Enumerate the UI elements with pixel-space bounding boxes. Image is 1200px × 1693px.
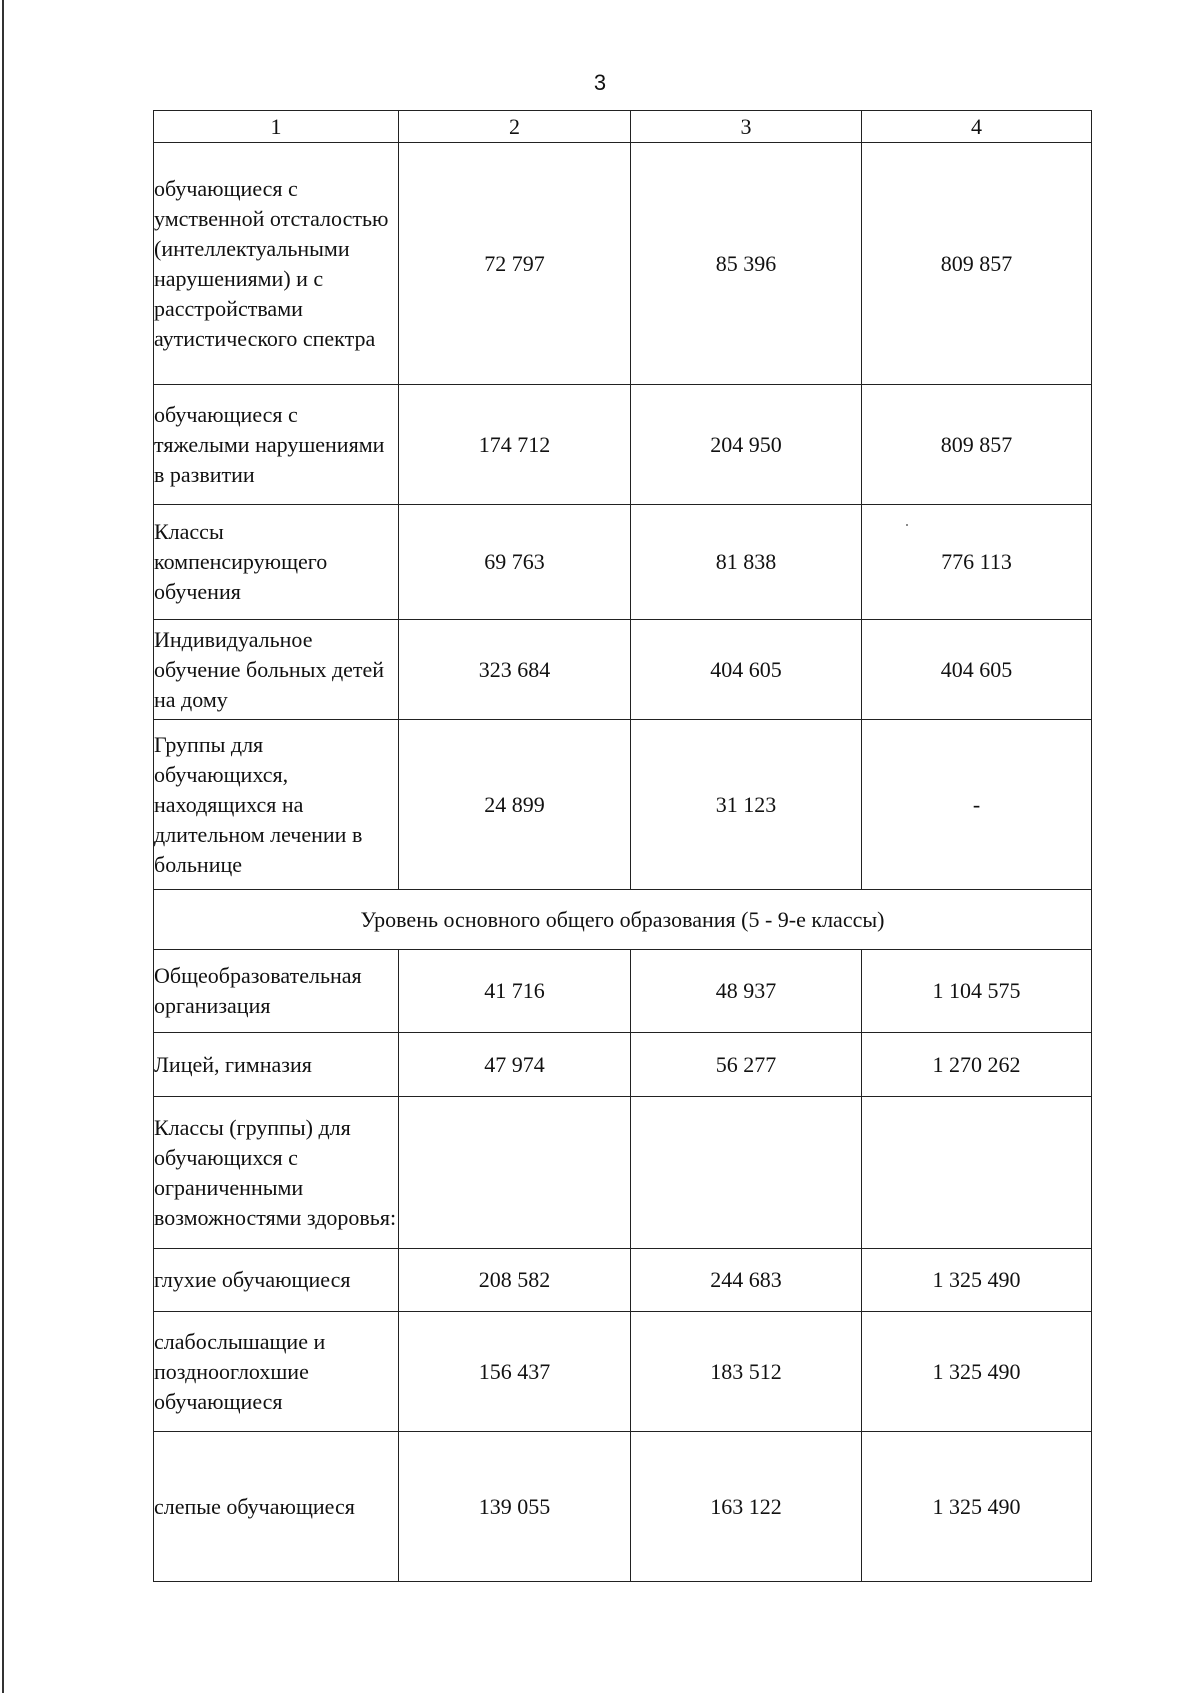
column-header-3: 3 bbox=[631, 111, 862, 143]
cell-col4: 1 325 490 bbox=[862, 1312, 1092, 1432]
table-row bbox=[154, 143, 1092, 385]
cell-col2: 69 763 bbox=[399, 505, 631, 620]
page-number: 3 bbox=[593, 70, 607, 95]
cell-col4: 776 113 bbox=[862, 505, 1092, 620]
cell-col4: 404 605 bbox=[862, 620, 1092, 720]
cell-col2: 156 437 bbox=[399, 1312, 631, 1432]
row-label: слепые обучающиеся bbox=[154, 1432, 399, 1582]
cell-col3: 31 123 bbox=[631, 720, 862, 890]
cell-col4: - bbox=[862, 720, 1092, 890]
cell-col4: 809 857 bbox=[862, 143, 1092, 385]
section-title: Уровень основного общего образования (5 - 9-е классы) bbox=[154, 890, 1092, 950]
table-row bbox=[154, 950, 1092, 1033]
cell-col2: 139 055 bbox=[399, 1432, 631, 1582]
table-row bbox=[154, 1033, 1092, 1097]
table-row bbox=[154, 720, 1092, 890]
row-label: глухие обучающиеся bbox=[154, 1249, 399, 1312]
row-label: Общеобразовательная организация bbox=[154, 950, 399, 1033]
cell-col3: 81 838 bbox=[631, 505, 862, 620]
cell-col3: 48 937 bbox=[631, 950, 862, 1033]
row-label: Лицей, гимназия bbox=[154, 1033, 399, 1097]
table-row bbox=[154, 1097, 1092, 1249]
data-table bbox=[153, 110, 1092, 1582]
cell-col4 bbox=[862, 1097, 1092, 1249]
cell-col2: 323 684 bbox=[399, 620, 631, 720]
column-header-2: 2 bbox=[399, 111, 631, 143]
cell-col2: 208 582 bbox=[399, 1249, 631, 1312]
cell-col4: 1 270 262 bbox=[862, 1033, 1092, 1097]
cell-col2: 24 899 bbox=[399, 720, 631, 890]
row-label: Индивидуальное обучение больных детей на дому bbox=[154, 620, 399, 720]
cell-col4: 1 325 490 bbox=[862, 1249, 1092, 1312]
scan-left-edge bbox=[2, 0, 4, 1693]
cell-col4: 1 104 575 bbox=[862, 950, 1092, 1033]
table-header-row bbox=[154, 111, 1092, 143]
table-row bbox=[154, 505, 1092, 620]
row-label: Группы для обучающихся, находящихся на длительном лечении в больнице bbox=[154, 720, 399, 890]
cell-col3: 56 277 bbox=[631, 1033, 862, 1097]
cell-col2: 47 974 bbox=[399, 1033, 631, 1097]
row-label: Классы (группы) для обучающихся с ограниченными возможностями здоровья: bbox=[154, 1097, 399, 1249]
table-row bbox=[154, 620, 1092, 720]
cell-col2: 72 797 bbox=[399, 143, 631, 385]
row-label: слабослышащие и позднооглохшие обучающиеся bbox=[154, 1312, 399, 1432]
cell-col3: 204 950 bbox=[631, 385, 862, 505]
cell-col2: 174 712 bbox=[399, 385, 631, 505]
cell-col3: 244 683 bbox=[631, 1249, 862, 1312]
cell-col4: 1 325 490 bbox=[862, 1432, 1092, 1582]
row-label: обучающиеся с тяжелыми нарушениями в развитии bbox=[154, 385, 399, 505]
section-row bbox=[154, 890, 1092, 950]
cell-col3: 163 122 bbox=[631, 1432, 862, 1582]
table-row bbox=[154, 1432, 1092, 1582]
column-header-4: 4 bbox=[862, 111, 1092, 143]
table-row bbox=[154, 1312, 1092, 1432]
cell-col3 bbox=[631, 1097, 862, 1249]
cell-col3: 404 605 bbox=[631, 620, 862, 720]
column-header-1: 1 bbox=[154, 111, 399, 143]
cell-col2 bbox=[399, 1097, 631, 1249]
row-label: Классы компенсирующего обучения bbox=[154, 505, 399, 620]
cell-col3: 183 512 bbox=[631, 1312, 862, 1432]
cell-col3: 85 396 bbox=[631, 143, 862, 385]
cell-col4: 809 857 bbox=[862, 385, 1092, 505]
table-row bbox=[154, 1249, 1092, 1312]
row-label: обучающиеся с умственной отсталостью (интеллектуальными нарушениями) и с расстройствами аутистического спектра bbox=[154, 143, 399, 385]
cell-col2: 41 716 bbox=[399, 950, 631, 1033]
table-row bbox=[154, 385, 1092, 505]
